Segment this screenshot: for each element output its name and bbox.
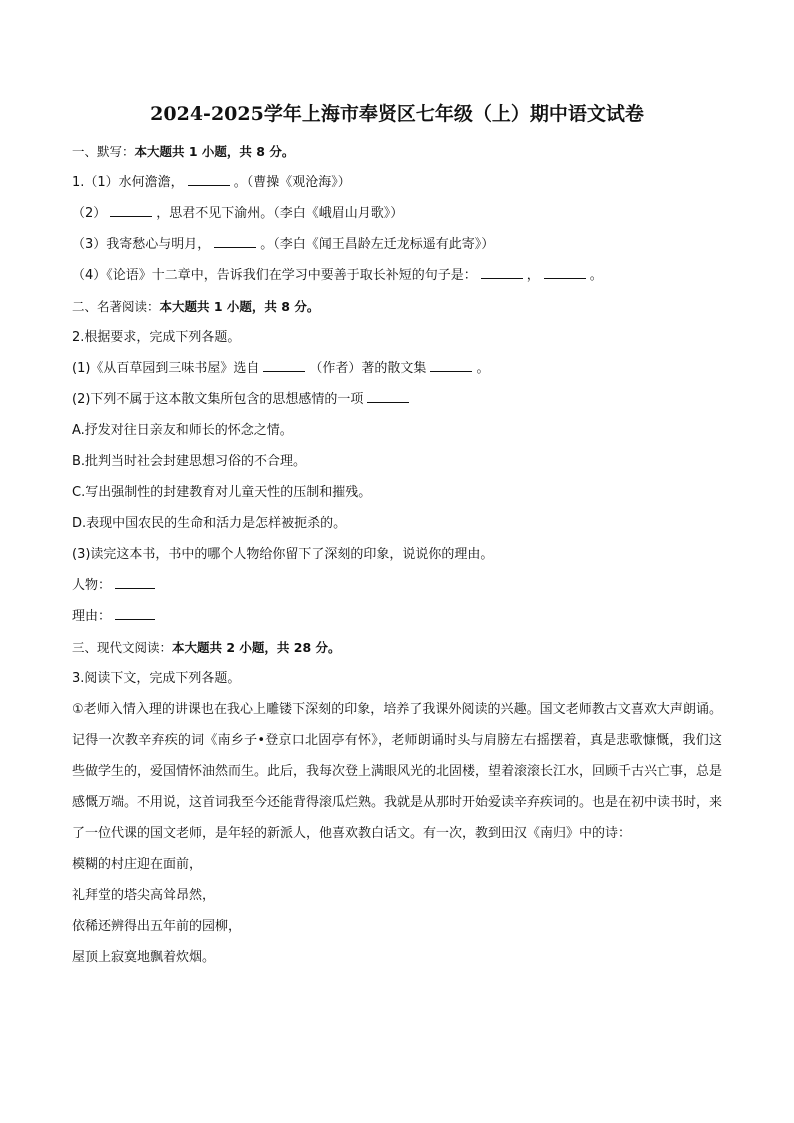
poem-line: 礼拜堂的塔尖高耸昂然，	[72, 888, 216, 903]
section-1-meta: 本大题共 1 小题，共 8 分。	[134, 144, 295, 159]
q2-part-2	[72, 384, 722, 415]
q1-line-2-number: （2）	[72, 206, 107, 221]
q2-part-1-text: (1)《从百草园到三味书屋》选自	[72, 361, 260, 376]
q2-reason-line	[72, 601, 722, 632]
q1-line-3-source: 。（李白《闻王昌龄左迁龙标遥有此寄》）	[260, 237, 495, 252]
q1-line-4-text: （4）《论语》十二章中，告诉我们在学习中要善于取长补短的句子是：	[72, 268, 477, 283]
q2-option-d: D.表现中国农民的生命和活力是怎样被扼杀的。	[72, 516, 347, 531]
answer-blank[interactable]	[430, 360, 472, 372]
section-1-heading	[72, 136, 722, 167]
q2-option-b: B.批判当时社会封建思想习俗的不合理。	[72, 454, 307, 469]
section-2-label: 二、名著阅读：	[72, 299, 160, 314]
section-3-heading	[72, 632, 722, 663]
q1-line-4	[72, 260, 722, 291]
q2-part-3: (3)读完这本书，书中的哪个人物给你留下了深刻的印象，说说你的理由。	[72, 547, 494, 562]
q3-intro: 3.阅读下文，完成下列各题。	[72, 671, 241, 686]
answer-blank[interactable]	[481, 267, 523, 279]
q2-option-a: A.抒发对往日亲友和师长的怀念之情。	[72, 423, 293, 438]
q1-line-3	[72, 229, 722, 260]
poem-line: 屋顶上寂寞地飘着炊烟。	[72, 950, 216, 965]
q2-part-1-end: 。	[476, 361, 490, 376]
answer-blank[interactable]	[263, 360, 305, 372]
section-3-meta: 本大题共 2 小题，共 28 分。	[172, 640, 341, 655]
section-1-label: 一、默写：	[72, 144, 135, 159]
q1-line-4-end: 。	[589, 268, 603, 283]
answer-blank[interactable]	[110, 205, 152, 217]
q2-intro: 2.根据要求，完成下列各题。	[72, 330, 241, 345]
q2-person-label: 人物：	[72, 578, 112, 593]
exam-title: 2024-2025学年上海市奉贤区七年级（上）期中语文试卷	[150, 103, 644, 125]
q1-line-1	[72, 167, 722, 198]
q2-person-line	[72, 570, 722, 601]
q1-line-4-separator: ，	[526, 268, 540, 283]
q1-line-1-source: 。（曹操《观沧海》）	[233, 175, 351, 190]
q1-line-2	[72, 198, 722, 229]
q2-reason-label: 理由：	[72, 609, 112, 624]
q2-option-c: C.写出强制性的封建教育对儿童天性的压制和摧残。	[72, 485, 372, 500]
answer-blank[interactable]	[367, 391, 409, 403]
q3-paragraph-1: ①老师入情入理的讲课也在我心上雕镂下深刻的印象，培养了我课外阅读的兴趣。国文老师教古文喜欢大声朗诵。记得一次教辛弃疾的词《南乡子•登京口北固亭有怀》，老师朗诵时头与肩膀左右摇摆着，真是悲歌慷慨，我们这些做学生的，爱国情怀油然而生。此后，我每次登上满眼风光的北固楼，望着滚滚长江水，回顾千古兴亡事，总是感慨万端。不用说，这首词我至今还能背得滚瓜烂熟。我就是从那时开始爱读辛弃疾词的。也是在初中读书时，来了一位代课的国文老师，是年轻的新派人，他喜欢教白话文。有一次，教到田汉《南归》中的诗：	[72, 702, 723, 841]
q2-part-2-text: (2)下列不属于这本散文集所包含的思想感情的一项	[72, 392, 364, 407]
answer-blank[interactable]	[115, 608, 155, 620]
poem-line: 依稀还辨得出五年前的园柳，	[72, 919, 242, 934]
poem-line: 模糊的村庄迎在面前，	[72, 857, 203, 872]
section-2-meta: 本大题共 1 小题，共 8 分。	[159, 299, 320, 314]
q1-line-3-text: （3）我寄愁心与明月，	[72, 237, 211, 252]
answer-blank[interactable]	[544, 267, 586, 279]
q2-part-1	[72, 353, 722, 384]
answer-blank[interactable]	[188, 174, 230, 186]
answer-blank[interactable]	[214, 236, 256, 248]
q1-line-2-text: ，思君不见下渝州。（李白《峨眉山月歌》）	[156, 206, 404, 221]
q2-part-1-mid: （作者）著的散文集	[309, 361, 427, 376]
section-3-label: 三、现代文阅读：	[72, 640, 173, 655]
q1-line-1-text: 1.（1）水何澹澹，	[72, 175, 184, 190]
answer-blank[interactable]	[115, 577, 155, 589]
section-2-heading	[72, 291, 722, 322]
